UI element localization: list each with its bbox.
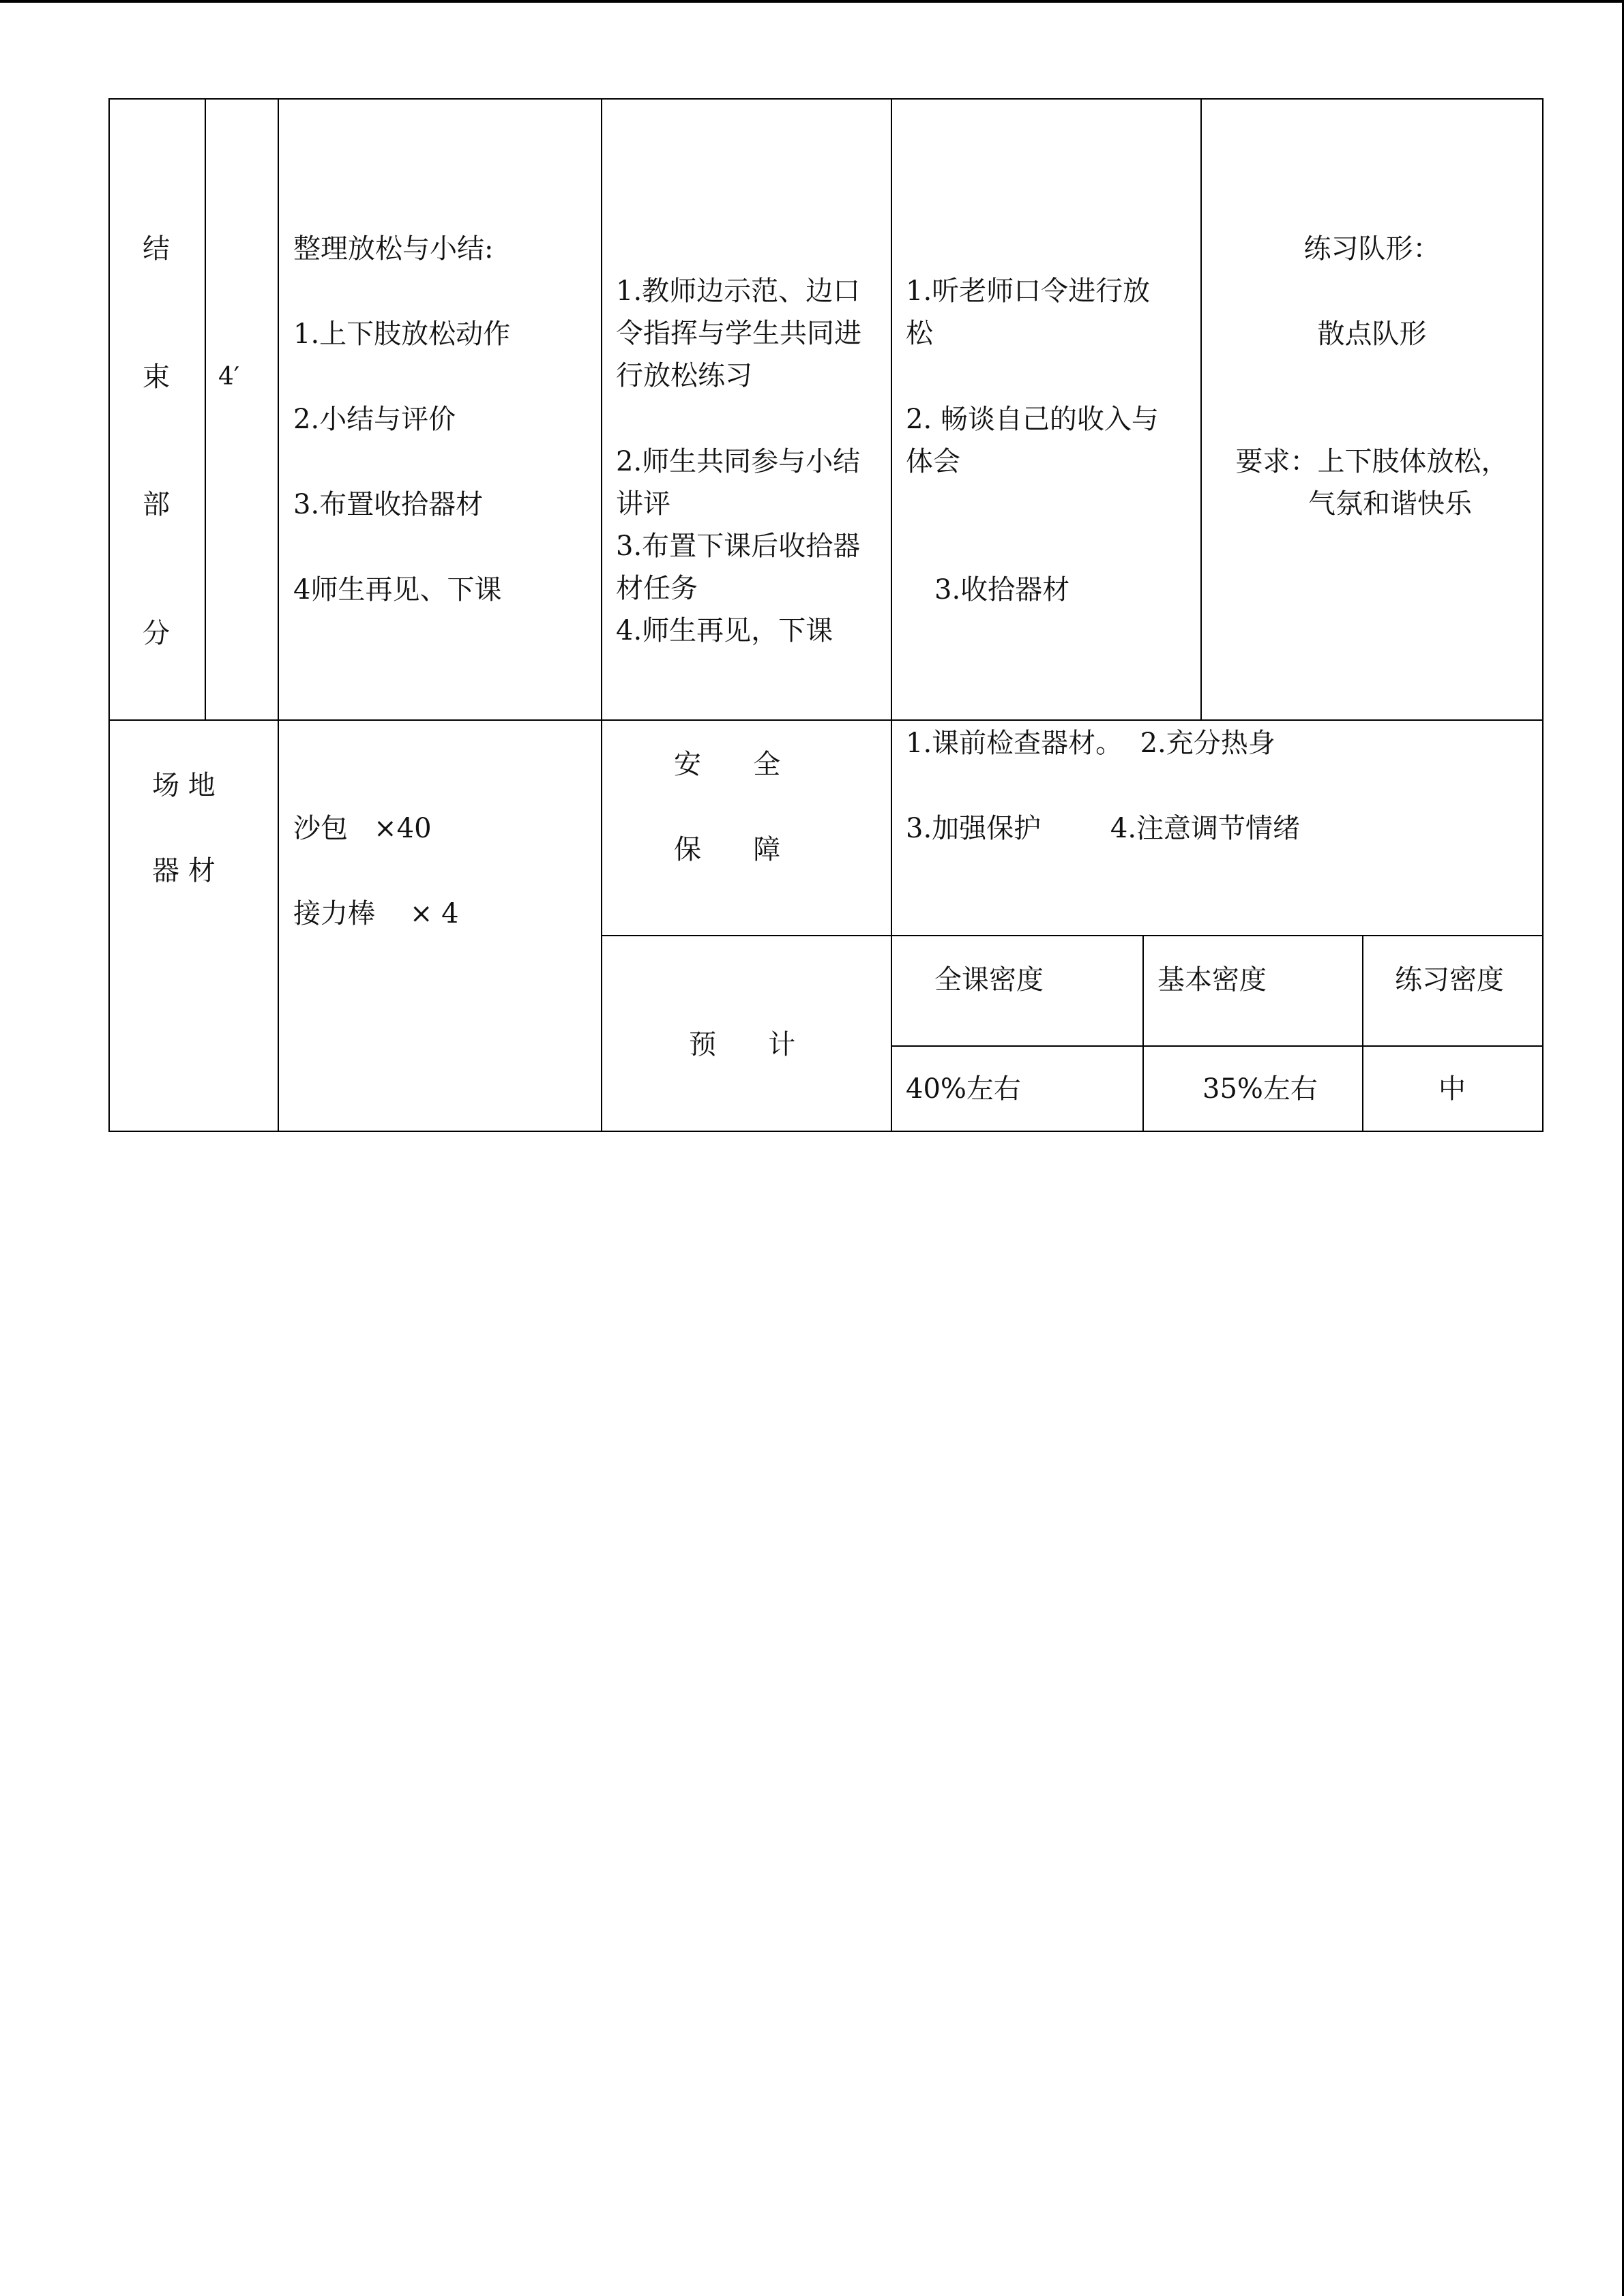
table-divider-closing (108, 719, 1544, 721)
equipment-item-2: 接力棒 × 4 (293, 898, 459, 929)
table-divider-density (891, 1045, 1544, 1047)
density-value-practice: 中 (1438, 1073, 1466, 1105)
student-line-4: 体会 (906, 446, 960, 477)
density-header-basic: 基本密度 (1157, 964, 1267, 996)
requirement-line-1: 要求：上下肢体放松， (1235, 446, 1509, 477)
time-value: 4′ (218, 363, 240, 391)
table-col-basic-density-left (1142, 935, 1144, 1132)
content-item-2: 2.小结与评价 (293, 404, 456, 435)
table-col-student-left (891, 98, 892, 1132)
table-border-left (108, 98, 110, 1132)
section-char-3: 部 (143, 489, 170, 520)
equipment-item-1: 沙包 ×40 (293, 813, 432, 844)
equipment-label-line-1: 场 地 (152, 770, 216, 801)
estimate-label: 预 计 (689, 1029, 796, 1060)
student-line-1: 1.听老师口令进行放 (906, 275, 1151, 307)
table-col-content-left (278, 98, 279, 1132)
section-char-4: 分 (143, 618, 170, 649)
table-col-organization-left (1200, 98, 1202, 721)
student-line-5: 3.收拾器材 (934, 574, 1070, 606)
teacher-line-1: 1.教师边示范、边口 (616, 275, 861, 307)
content-item-4: 4师生再见、下课 (293, 574, 502, 606)
safety-line-2: 3.加强保护 4.注意调节情绪 (906, 813, 1301, 844)
table-border-top (108, 98, 1544, 100)
requirement-line-2: 气氛和谐快乐 (1308, 488, 1472, 520)
safety-label-line-1: 安 全 (674, 749, 781, 780)
student-line-2: 松 (906, 318, 933, 349)
teacher-line-6: 3.布置下课后收拾器 (616, 531, 861, 562)
table-divider-estimate (601, 935, 1544, 936)
table-col-teacher-left (601, 98, 602, 1132)
content-item-1: 1.上下肢放松动作 (293, 318, 511, 350)
safety-line-1: 1.课前检查器材。 2.充分热身 (906, 728, 1275, 759)
section-char-1: 结 (143, 233, 170, 265)
table-border-bottom (108, 1131, 1544, 1132)
student-line-3: 2. 畅谈自己的收入与 (906, 404, 1159, 435)
density-value-overall: 40%左右 (906, 1073, 1021, 1105)
teacher-line-5: 讲评 (616, 488, 670, 520)
safety-label-line-2: 保 障 (674, 834, 781, 865)
density-value-basic: 35%左右 (1202, 1073, 1318, 1105)
density-header-practice: 练习密度 (1395, 964, 1504, 996)
equipment-label-line-2: 器 材 (152, 855, 216, 886)
teacher-line-4: 2.师生共同参与小结 (616, 446, 861, 477)
table-col-practice-density-left (1362, 935, 1363, 1132)
section-char-2: 束 (143, 361, 170, 393)
table-border-right (1542, 98, 1544, 1132)
content-item-3: 3.布置收拾器材 (293, 489, 484, 520)
teacher-line-8: 4.师生再见，下课 (616, 615, 833, 646)
content-heading: 整理放松与小结: (293, 233, 494, 265)
table-col-time-left (205, 98, 206, 721)
teacher-line-7: 材任务 (616, 573, 698, 604)
page-top-border (0, 0, 1624, 3)
teacher-line-3: 行放松练习 (616, 360, 752, 391)
formation-label: 练习队形： (1303, 233, 1441, 265)
formation-value: 散点队形 (1317, 318, 1427, 350)
teacher-line-2: 令指挥与学生共同进 (616, 318, 861, 349)
density-header-overall: 全课密度 (934, 964, 1044, 996)
